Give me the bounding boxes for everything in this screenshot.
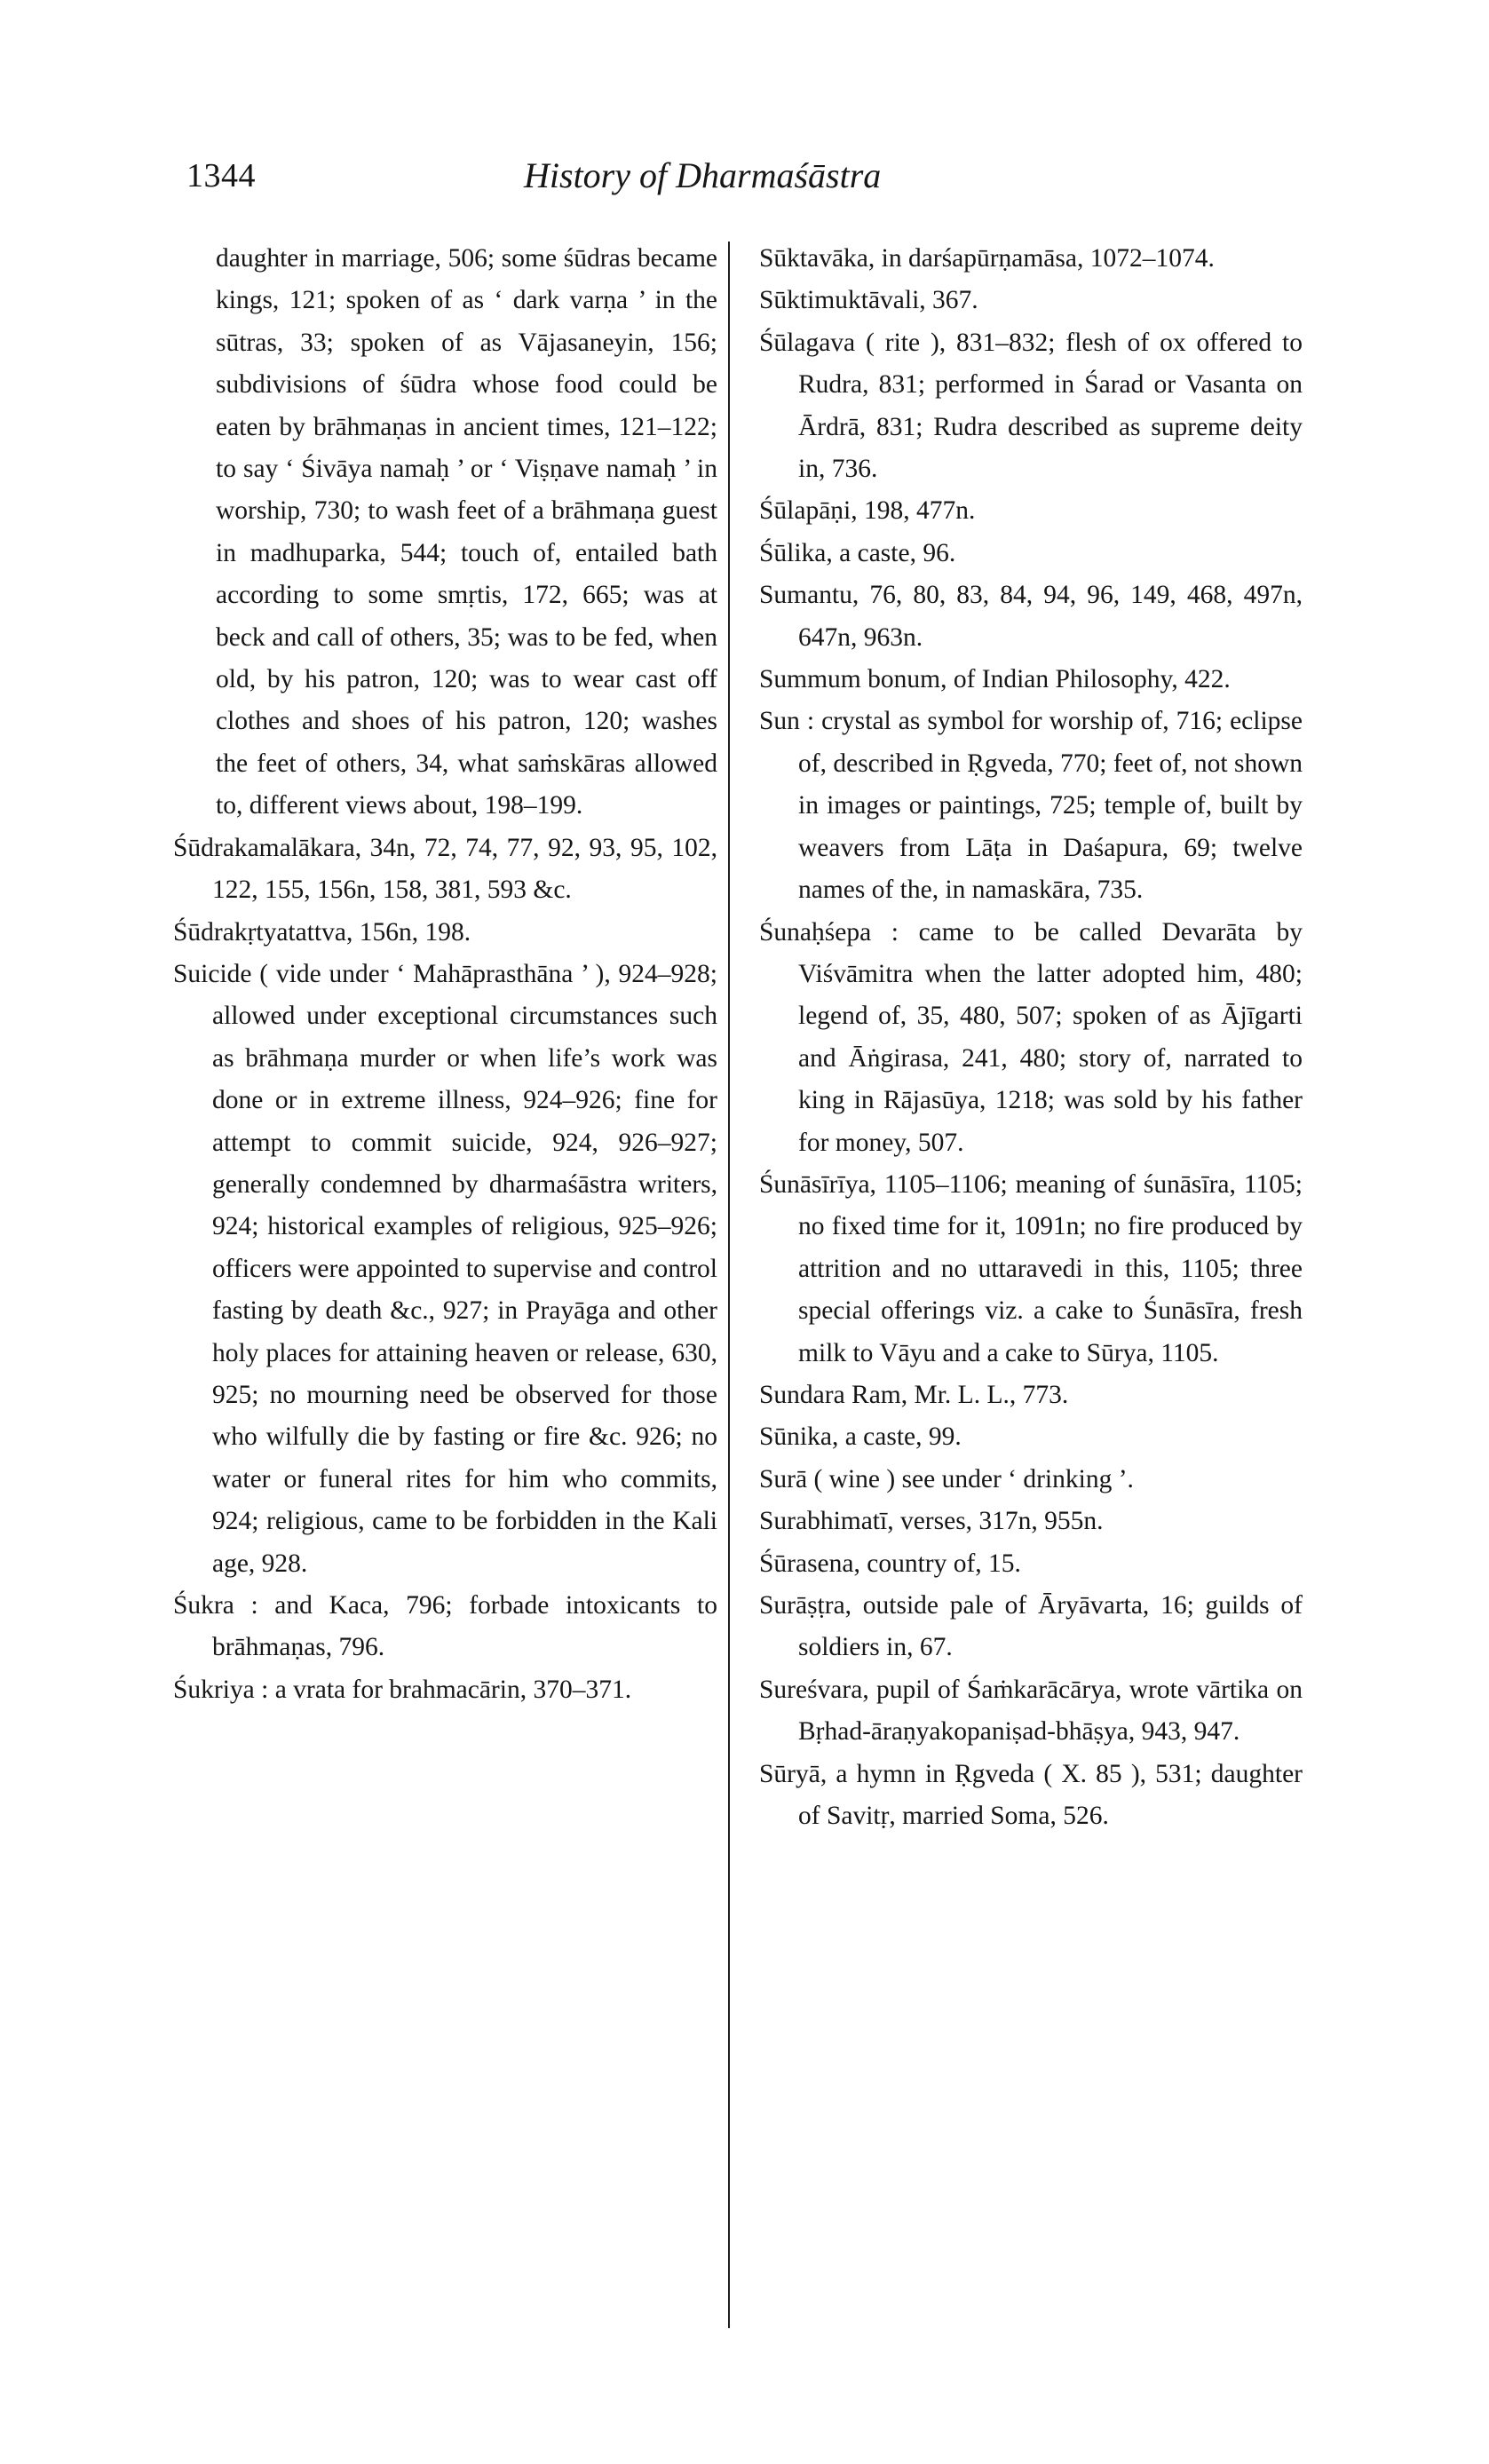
index-entry: Śunaḥśepa : came to be called Devarāta by Viśvāmitra when the latter adopted him, 480; legend of, 35, 480, 507; spoken of as Ājīgarti and Āṅgirasa, 241, 480; story of, narrated to king in Rājasūya, 1218; was sold by his father for money, 507. — [759, 917, 1303, 1157]
index-entry: Sureśvara, pupil of Śaṁkarācārya, wrote vārtika on Bṛhad-āraṇyakopaniṣad-bhāṣya, 943, 947. — [759, 1675, 1303, 1747]
column-divider — [728, 242, 730, 2328]
index-entry: Śūrasena, country of, 15. — [759, 1549, 1021, 1578]
running-title: History of Dharmaśāstra — [524, 155, 882, 195]
left-column — [173, 238, 717, 1711]
page-header — [186, 151, 1305, 204]
index-entry: Sūktimuktāvali, 367. — [759, 286, 978, 315]
index-entry: Surāṣṭra, outside pale of Āryāvarta, 16; guilds of soldiers in, 67. — [759, 1591, 1303, 1662]
index-entry: Sūryā, a hymn in Ṛgveda ( X. 85 ), 531; daughter of Savitṛ, married Soma, 526. — [759, 1759, 1303, 1831]
index-entry: Sundara Ram, Mr. L. L., 773. — [759, 1380, 1069, 1409]
index-entry-continued: daughter in marriage, 506; some śūdras became kings, 121; spoken of as ‘ dark varṇa ’ in the sūtras, 33; spoken of as Vājasaneyin, 156; subdivisions of śūdra whose food could be eaten by brāhmaṇas in ancient times, 121–122; to say ‘ Śivāya namaḥ ’ or ‘ Viṣṇave namaḥ ’ in worship, 730; to wash feet of a brāhmaṇa guest in madhuparka, 544; touch of, entailed bath according to some smṛtis, 172, 665; was at beck and call of others, 35; was to be fed, when old, by his patron, 120; was to wear cast off clothes and shoes of his patron, 120; washes the feet of others, 34, what saṁskāras allowed to, different views about, 198–199. — [216, 244, 717, 820]
index-entry: Śunāsīrīya, 1105–1106; meaning of śunāsīra, 1105; no fixed time for it, 1091n; no fire produced by attrition and no uttaravedi in this, 1105; three special offerings viz. a cake to Śunāsīra, fresh milk to Vāyu and a cake to Sūrya, 1105. — [759, 1169, 1303, 1367]
index-entry: Śūlagava ( rite ), 831–832; flesh of ox offered to Rudra, 831; performed in Śarad or Vasanta on Ārdrā, 831; Rudra described as supreme deity in, 736. — [759, 328, 1303, 484]
index-entry: Śūlika, a caste, 96. — [759, 538, 956, 567]
index-entry: Suicide ( vide under ‘ Mahāprasthāna ’ ), 924–928; allowed under exceptional circumstances such as brāhmaṇa murder or when life’s work was done or in extreme illness, 924–926; fine for attempt to commit suicide, 924, 926–927; generally condemned by dharmaśāstra writers, 924; historical examples of religious, 925–926; officers were appointed to supervise and control fasting by death &c., 927; in Prayāga and other holy places for attaining heaven or release, 630, 925; no mourning need be observed for those who wilfully die by fasting or fire &c. 926; no water or funeral rites for him who commits, 924; religious, came to be forbidden in the Kali age, 928. — [173, 959, 717, 1578]
page-number: 1344 — [186, 157, 256, 194]
index-entry: Sūnika, a caste, 99. — [759, 1422, 962, 1452]
index-entry: Sun : crystal as symbol for worship of, 716; eclipse of, described in Ṛgveda, 770; feet of, not shown in images or paintings, 725; temple of, built by weavers from Lāṭa in Daśapura, 69; twelve names of the, in namaskāra, 735. — [759, 707, 1303, 905]
index-entry: Śūdrakamalākara, 34n, 72, 74, 77, 92, 93, 95, 102, 122, 155, 156n, 158, 381, 593 &c. — [173, 833, 717, 905]
index-entry: Śukra : and Kaca, 796; forbade intoxicants to brāhmaṇas, 796. — [173, 1591, 717, 1662]
index-entry: Summum bonum, of Indian Philosophy, 422. — [759, 665, 1231, 694]
index-entry: Surā ( wine ) see under ‘ drinking ’. — [759, 1464, 1134, 1493]
index-entry: Surabhimatī, verses, 317n, 955n. — [759, 1507, 1104, 1536]
index-entry: Sumantu, 76, 80, 83, 84, 94, 96, 149, 468, 497n, 647n, 963n. — [759, 581, 1303, 652]
index-entry: Śūdrakṛtyatattva, 156n, 198. — [173, 917, 471, 947]
index-entry: Śūlapāṇi, 198, 477n. — [759, 496, 976, 526]
index-entry: Śukriya : a vrata for brahmacārin, 370–371. — [173, 1675, 632, 1704]
right-column — [759, 238, 1303, 1837]
index-entry: Sūktavāka, in darśapūrṇamāsa, 1072–1074. — [759, 244, 1215, 273]
